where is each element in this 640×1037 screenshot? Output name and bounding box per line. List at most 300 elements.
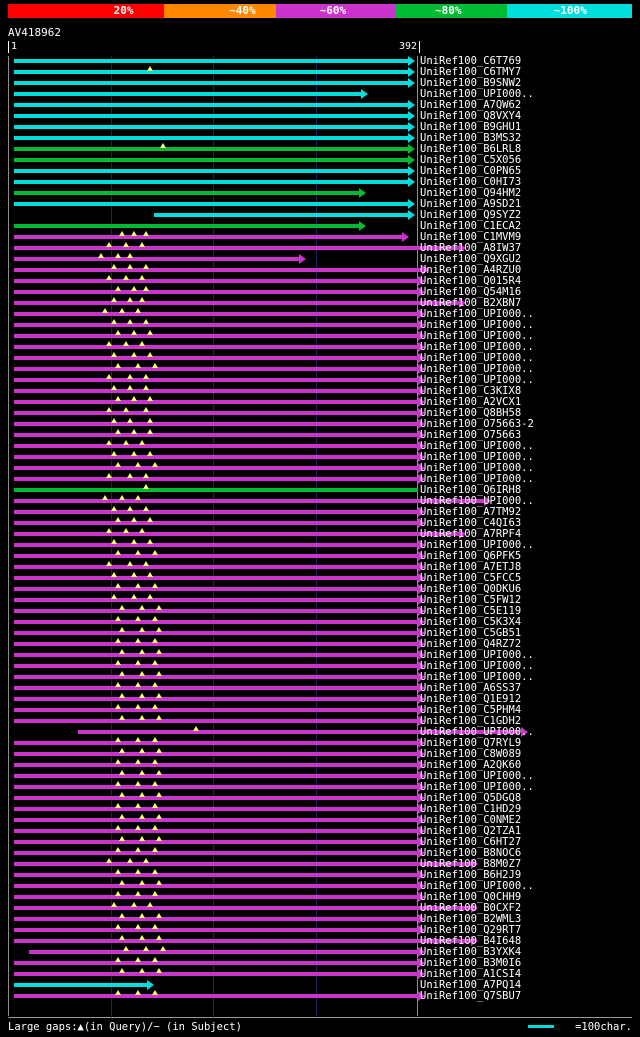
hsp-bar[interactable] bbox=[14, 653, 418, 657]
hsp-bar[interactable] bbox=[14, 532, 459, 536]
alignment-row[interactable] bbox=[8, 804, 418, 815]
gap-marker-icon bbox=[119, 770, 125, 775]
gap-marker-icon bbox=[123, 440, 129, 445]
hit-label[interactable]: UniRef100_UPI000.. bbox=[420, 330, 534, 342]
hsp-bar[interactable] bbox=[14, 983, 147, 987]
hsp-bar[interactable] bbox=[14, 554, 418, 558]
alignment-row[interactable] bbox=[8, 474, 418, 485]
hit-label[interactable]: UniRef100_C0NME2 bbox=[420, 814, 522, 826]
hit-label[interactable]: UniRef100_UPI000.. bbox=[420, 363, 534, 375]
alignment-row[interactable] bbox=[8, 936, 418, 947]
hsp-bar[interactable] bbox=[14, 345, 418, 349]
hit-label[interactable]: UniRef100_Q0DKU6 bbox=[420, 583, 522, 595]
hsp-bar[interactable] bbox=[14, 807, 418, 811]
gap-marker-icon bbox=[115, 363, 121, 368]
gap-marker-icon bbox=[127, 418, 133, 423]
alignment-row[interactable] bbox=[8, 925, 418, 936]
hit-label[interactable]: UniRef100_UPI000.. bbox=[420, 649, 534, 661]
alignment-row[interactable] bbox=[8, 243, 418, 254]
hit-label[interactable]: UniRef100_UPI000.. bbox=[420, 374, 534, 386]
gap-marker-icon bbox=[135, 583, 141, 588]
hit-label[interactable]: UniRef100_Q9SYZ2 bbox=[420, 209, 522, 221]
alignment-row[interactable] bbox=[8, 430, 418, 441]
gap-marker-icon bbox=[135, 957, 141, 962]
alignment-row[interactable] bbox=[8, 78, 418, 89]
alignment-row[interactable] bbox=[8, 309, 418, 320]
gap-marker-icon bbox=[147, 396, 153, 401]
hit-label[interactable]: UniRef100_UPI000.. bbox=[420, 308, 534, 320]
gap-marker-icon bbox=[127, 506, 133, 511]
hsp-bar[interactable] bbox=[14, 972, 418, 976]
hit-label[interactable]: UniRef100_Q7SBU7 bbox=[420, 990, 522, 1002]
hit-label[interactable]: UniRef100_A7ETJ8 bbox=[420, 561, 522, 573]
hit-label[interactable]: UniRef100_B3MS32 bbox=[420, 132, 522, 144]
hit-label[interactable]: UniRef100_C1ECA2 bbox=[420, 220, 522, 232]
alignment-row[interactable] bbox=[8, 320, 418, 331]
alignment-row[interactable] bbox=[8, 210, 418, 221]
hit-label[interactable]: UniRef100_B6LRL8 bbox=[420, 143, 522, 155]
hsp-bar[interactable] bbox=[14, 686, 418, 690]
gap-marker-icon bbox=[111, 319, 117, 324]
gap-marker-icon bbox=[123, 275, 129, 280]
hsp-bar[interactable] bbox=[14, 708, 418, 712]
hit-label[interactable]: UniRef100_UPI000.. bbox=[420, 880, 534, 892]
hsp-bar[interactable] bbox=[14, 103, 408, 107]
hsp-bar[interactable] bbox=[14, 631, 418, 635]
hit-label[interactable]: UniRef100_A4RZU0 bbox=[420, 264, 522, 276]
strand-arrow-icon bbox=[361, 89, 368, 99]
hsp-bar[interactable] bbox=[14, 235, 401, 239]
hit-label[interactable]: UniRef100_C6TMY7 bbox=[420, 66, 522, 78]
alignment-row[interactable] bbox=[8, 386, 418, 397]
hit-label[interactable]: UniRef100_UPI000.. bbox=[420, 352, 534, 364]
hit-label[interactable]: UniRef100_UPI000.. bbox=[420, 319, 534, 331]
alignment-row[interactable] bbox=[8, 573, 418, 584]
alignment-row[interactable] bbox=[8, 617, 418, 628]
hit-label[interactable]: UniRef100_Q6IRH8 bbox=[420, 484, 522, 496]
alignment-row[interactable] bbox=[8, 232, 418, 243]
alignment-row[interactable] bbox=[8, 914, 418, 925]
hsp-bar[interactable] bbox=[14, 873, 418, 877]
hsp-bar[interactable] bbox=[14, 301, 459, 305]
alignment-row[interactable] bbox=[8, 111, 418, 122]
hsp-bar[interactable] bbox=[14, 719, 418, 723]
hsp-bar[interactable] bbox=[14, 906, 471, 910]
hsp-bar[interactable] bbox=[14, 521, 418, 525]
gap-marker-icon bbox=[123, 341, 129, 346]
hit-label[interactable]: UniRef100_B8M0Z7 bbox=[420, 858, 522, 870]
hsp-bar[interactable] bbox=[14, 323, 418, 327]
hit-label[interactable]: UniRef100_Q015R4 bbox=[420, 275, 522, 287]
strand-arrow-icon bbox=[408, 166, 415, 176]
hit-label[interactable]: UniRef100_Q8BH58 bbox=[420, 407, 522, 419]
alignment-row[interactable] bbox=[8, 815, 418, 826]
hsp-bar[interactable] bbox=[14, 312, 418, 316]
hit-label[interactable]: UniRef100_Q1E912 bbox=[420, 693, 522, 705]
hsp-bar[interactable] bbox=[14, 752, 418, 756]
hit-label[interactable]: UniRef100_C5X056 bbox=[420, 154, 522, 166]
hit-label[interactable]: UniRef100_A7TM92 bbox=[420, 506, 522, 518]
alignment-row[interactable] bbox=[8, 749, 418, 760]
gap-marker-icon bbox=[139, 242, 145, 247]
hsp-bar[interactable] bbox=[14, 609, 418, 613]
gap-marker-icon bbox=[147, 66, 153, 71]
hit-label[interactable]: UniRef100_Q0CHH9 bbox=[420, 891, 522, 903]
hsp-bar[interactable] bbox=[14, 59, 408, 63]
gap-marker-icon bbox=[115, 550, 121, 555]
strand-arrow-icon bbox=[408, 177, 415, 187]
hit-label[interactable]: UniRef100_C5GB51 bbox=[420, 627, 522, 639]
hsp-bar[interactable] bbox=[14, 70, 408, 74]
alignment-row[interactable] bbox=[8, 518, 418, 529]
alignment-row[interactable] bbox=[8, 859, 418, 870]
alignment-row[interactable] bbox=[8, 584, 418, 595]
strand-arrow-icon bbox=[359, 221, 366, 231]
hit-label[interactable]: UniRef100_UPI000.. bbox=[420, 539, 534, 551]
hsp-bar[interactable] bbox=[14, 851, 418, 855]
alignment-row[interactable] bbox=[8, 881, 418, 892]
hsp-bar[interactable] bbox=[14, 466, 418, 470]
hsp-bar[interactable] bbox=[14, 829, 418, 833]
hit-label[interactable]: UniRef100_C6T769 bbox=[420, 55, 522, 67]
hsp-bar[interactable] bbox=[14, 191, 358, 195]
gap-marker-icon bbox=[111, 902, 117, 907]
hsp-bar[interactable] bbox=[14, 389, 418, 393]
footer bbox=[8, 1020, 632, 1034]
hit-label[interactable]: UniRef100_A8IW37 bbox=[420, 242, 522, 254]
gap-marker-icon bbox=[106, 440, 112, 445]
alignment-row[interactable] bbox=[8, 683, 418, 694]
alignment-row[interactable] bbox=[8, 672, 418, 683]
hsp-bar[interactable] bbox=[14, 818, 418, 822]
alignment-row[interactable] bbox=[8, 221, 418, 232]
gap-marker-icon bbox=[119, 748, 125, 753]
gap-marker-icon bbox=[106, 275, 112, 280]
alignment-row[interactable] bbox=[8, 331, 418, 342]
alignment-row[interactable] bbox=[8, 793, 418, 804]
alignment-row[interactable] bbox=[8, 606, 418, 617]
alignment-row[interactable] bbox=[8, 903, 418, 914]
hit-label[interactable]: UniRef100_B0CXF2 bbox=[420, 902, 522, 914]
hsp-bar[interactable] bbox=[14, 268, 422, 272]
legend-label: ~40% bbox=[229, 4, 256, 17]
hit-label[interactable]: UniRef100_A7QW62 bbox=[420, 99, 522, 111]
alignment-row[interactable] bbox=[8, 991, 418, 1002]
hsp-bar[interactable] bbox=[14, 697, 418, 701]
legend-label: ~60% bbox=[319, 4, 347, 17]
gap-marker-icon bbox=[139, 605, 145, 610]
hit-label[interactable]: UniRef100_Q54M16 bbox=[420, 286, 522, 298]
hsp-bar[interactable] bbox=[14, 433, 418, 437]
hit-label[interactable]: UniRef100_A6SS37 bbox=[420, 682, 522, 694]
hsp-bar[interactable] bbox=[14, 202, 408, 206]
hsp-bar[interactable] bbox=[14, 477, 418, 481]
alignment-row[interactable] bbox=[8, 771, 418, 782]
gap-marker-icon bbox=[147, 352, 153, 357]
alignment-row[interactable] bbox=[8, 529, 418, 540]
alignment-row[interactable] bbox=[8, 760, 418, 771]
alignment-row[interactable] bbox=[8, 540, 418, 551]
alignment-row[interactable] bbox=[8, 826, 418, 837]
hsp-bar[interactable] bbox=[14, 92, 360, 96]
hit-label[interactable]: UniRef100_Q8VXY4 bbox=[420, 110, 522, 122]
hsp-bar[interactable] bbox=[14, 169, 408, 173]
gap-marker-icon bbox=[119, 792, 125, 797]
query-name: AV418962 bbox=[8, 26, 61, 39]
alignment-row[interactable] bbox=[8, 837, 418, 848]
hit-label[interactable]: UniRef100_UPI000.. bbox=[420, 341, 534, 353]
hit-label[interactable]: UniRef100_B8NOC6 bbox=[420, 847, 522, 859]
hit-label[interactable]: UniRef100_B3M0I6 bbox=[420, 957, 522, 969]
alignment-row[interactable] bbox=[8, 276, 418, 287]
alignment-row[interactable] bbox=[8, 870, 418, 881]
hit-label[interactable]: UniRef100_C0HI73 bbox=[420, 176, 522, 188]
gap-marker-icon bbox=[135, 847, 141, 852]
hsp-bar[interactable] bbox=[154, 213, 408, 217]
hit-label[interactable]: UniRef100_Q4RZ72 bbox=[420, 638, 522, 650]
alignment-row[interactable] bbox=[8, 254, 418, 265]
hit-label[interactable]: UniRef100_A2QK60 bbox=[420, 759, 522, 771]
hsp-bar[interactable] bbox=[14, 290, 418, 294]
alignment-row[interactable] bbox=[8, 727, 418, 738]
hit-label[interactable]: UniRef100_B9GHU1 bbox=[420, 121, 522, 133]
hsp-bar[interactable] bbox=[14, 488, 418, 492]
hit-label[interactable]: UniRef100_C5FCC5 bbox=[420, 572, 522, 584]
hit-label[interactable]: UniRef100_C5FW12 bbox=[420, 594, 522, 606]
hsp-bar[interactable] bbox=[14, 224, 358, 228]
hsp-bar[interactable] bbox=[14, 279, 418, 283]
hsp-bar[interactable] bbox=[14, 763, 418, 767]
hit-label[interactable]: UniRef100_UPI000.. bbox=[420, 660, 534, 672]
hsp-bar[interactable] bbox=[29, 950, 419, 954]
hsp-bar[interactable] bbox=[14, 785, 418, 789]
alignment-row[interactable] bbox=[8, 650, 418, 661]
hsp-bar[interactable] bbox=[14, 917, 418, 921]
hit-label[interactable]: UniRef100_O75663-2 bbox=[420, 418, 534, 430]
alignment-row[interactable] bbox=[8, 397, 418, 408]
hit-label[interactable]: UniRef100_B9SNW2 bbox=[420, 77, 522, 89]
hit-label[interactable]: UniRef100_Q7RYL9 bbox=[420, 737, 522, 749]
hit-label[interactable]: UniRef100_C1MVM9 bbox=[420, 231, 522, 243]
hit-label[interactable]: UniRef100_UPI000.. bbox=[420, 462, 534, 474]
alignment-row[interactable] bbox=[8, 408, 418, 419]
hit-label[interactable]: UniRef100_UPI000.. bbox=[420, 473, 534, 485]
gap-marker-icon bbox=[139, 297, 145, 302]
alignment-row[interactable] bbox=[8, 419, 418, 430]
footer-divider bbox=[8, 1017, 632, 1018]
hit-label[interactable]: UniRef100_B3YXK4 bbox=[420, 946, 522, 958]
gap-marker-icon bbox=[152, 737, 158, 742]
hit-label[interactable]: UniRef100_Q29RT7 bbox=[420, 924, 522, 936]
alignment-row[interactable] bbox=[8, 144, 418, 155]
alignment-row[interactable] bbox=[8, 287, 418, 298]
gap-marker-icon bbox=[160, 946, 166, 951]
hit-label[interactable]: UniRef100_UPI000.. bbox=[420, 451, 534, 463]
alignment-row[interactable] bbox=[8, 980, 418, 991]
alignment-row[interactable] bbox=[8, 353, 418, 364]
hsp-bar[interactable] bbox=[14, 796, 418, 800]
alignment-row[interactable] bbox=[8, 133, 418, 144]
alignment-row[interactable] bbox=[8, 595, 418, 606]
alignment-row[interactable] bbox=[8, 716, 418, 727]
hsp-bar[interactable] bbox=[14, 994, 418, 998]
hsp-bar[interactable] bbox=[14, 543, 418, 547]
hit-label[interactable]: UniRef100_C5E119 bbox=[420, 605, 522, 617]
hit-label[interactable]: UniRef100_UPI000.. bbox=[420, 671, 534, 683]
hit-label[interactable]: UniRef100_B2XBN7 bbox=[420, 297, 522, 309]
hsp-bar[interactable] bbox=[14, 895, 418, 899]
hit-label[interactable]: UniRef100_A2VCX1 bbox=[420, 396, 522, 408]
hit-label[interactable]: UniRef100_B2WML3 bbox=[420, 913, 522, 925]
gap-marker-icon bbox=[115, 759, 121, 764]
hit-label[interactable]: UniRef100_A9SD21 bbox=[420, 198, 522, 210]
hsp-bar[interactable] bbox=[14, 180, 408, 184]
hit-label[interactable]: UniRef100_C1GDH2 bbox=[420, 715, 522, 727]
hsp-bar[interactable] bbox=[14, 576, 418, 580]
alignment-row[interactable] bbox=[8, 705, 418, 716]
alignment-row[interactable] bbox=[8, 947, 418, 958]
hit-label[interactable]: UniRef100_UPI000.. bbox=[420, 440, 534, 452]
gap-marker-icon bbox=[152, 660, 158, 665]
alignment-row[interactable] bbox=[8, 199, 418, 210]
alignment-row[interactable] bbox=[8, 496, 418, 507]
hsp-bar[interactable] bbox=[14, 862, 471, 866]
alignment-row[interactable] bbox=[8, 265, 418, 276]
hsp-bar[interactable] bbox=[14, 411, 418, 415]
hsp-bar[interactable] bbox=[14, 136, 408, 140]
hit-label[interactable]: UniRef100_O75663 bbox=[420, 429, 522, 441]
alignment-row[interactable] bbox=[8, 100, 418, 111]
alignment-row[interactable] bbox=[8, 782, 418, 793]
hit-label[interactable]: UniRef100_Q9XGU2 bbox=[420, 253, 522, 265]
hit-label[interactable]: UniRef100_UPI000.. bbox=[420, 781, 534, 793]
alignment-row[interactable] bbox=[8, 463, 418, 474]
gap-marker-icon bbox=[115, 462, 121, 467]
hit-label[interactable]: UniRef100_A7RPF4 bbox=[420, 528, 522, 540]
hsp-bar[interactable] bbox=[14, 367, 418, 371]
hsp-bar[interactable] bbox=[14, 510, 418, 514]
alignment-row[interactable] bbox=[8, 452, 418, 463]
gap-marker-icon bbox=[127, 385, 133, 390]
hsp-bar[interactable] bbox=[14, 664, 418, 668]
hsp-bar[interactable] bbox=[14, 158, 408, 162]
hsp-bar[interactable] bbox=[14, 378, 418, 382]
hit-label[interactable]: UniRef100_UPI000.. bbox=[420, 88, 534, 100]
hsp-bar[interactable] bbox=[14, 961, 418, 965]
hsp-bar[interactable] bbox=[14, 642, 418, 646]
hit-label[interactable]: UniRef100_A1CSI4 bbox=[420, 968, 522, 980]
hsp-bar[interactable] bbox=[14, 400, 418, 404]
hit-label[interactable]: UniRef100_A7PQ14 bbox=[420, 979, 522, 991]
hit-label[interactable]: UniRef100_UPI000.. bbox=[420, 495, 534, 507]
hsp-bar[interactable] bbox=[14, 444, 418, 448]
hsp-bar[interactable] bbox=[14, 598, 418, 602]
hsp-bar[interactable] bbox=[14, 620, 418, 624]
alignment-row[interactable] bbox=[8, 188, 418, 199]
hsp-bar[interactable] bbox=[14, 257, 299, 261]
alignment-row[interactable] bbox=[8, 694, 418, 705]
alignment-row[interactable] bbox=[8, 969, 418, 980]
alignment-row[interactable] bbox=[8, 122, 418, 133]
gap-marker-icon bbox=[156, 913, 162, 918]
hsp-bar[interactable] bbox=[14, 246, 459, 250]
alignment-row[interactable] bbox=[8, 738, 418, 749]
hit-label[interactable]: UniRef100_Q2TZA1 bbox=[420, 825, 522, 837]
alignment-row[interactable] bbox=[8, 958, 418, 969]
alignment-row[interactable] bbox=[8, 375, 418, 386]
hsp-bar[interactable] bbox=[14, 81, 408, 85]
alignment-row[interactable] bbox=[8, 661, 418, 672]
alignment-row[interactable] bbox=[8, 56, 418, 67]
hit-label[interactable]: UniRef100_C1HD29 bbox=[420, 803, 522, 815]
hit-label[interactable]: UniRef100_UPI000.. bbox=[420, 770, 534, 782]
hsp-bar[interactable] bbox=[14, 565, 418, 569]
hsp-bar[interactable] bbox=[14, 840, 418, 844]
alignment-row[interactable] bbox=[8, 892, 418, 903]
hsp-bar[interactable] bbox=[14, 741, 418, 745]
hsp-bar[interactable] bbox=[14, 499, 483, 503]
hit-label[interactable]: UniRef100_UPI000.. bbox=[420, 726, 534, 738]
hsp-bar[interactable] bbox=[14, 675, 418, 679]
alignment-row[interactable] bbox=[8, 342, 418, 353]
hsp-bar[interactable] bbox=[14, 939, 471, 943]
hsp-bar[interactable] bbox=[14, 587, 418, 591]
gap-marker-icon bbox=[106, 473, 112, 478]
hit-label[interactable]: UniRef100_C4QI63 bbox=[420, 517, 522, 529]
hit-label[interactable]: UniRef100_Q94HM2 bbox=[420, 187, 522, 199]
hsp-bar[interactable] bbox=[14, 114, 408, 118]
alignment-row[interactable] bbox=[8, 89, 418, 100]
hit-label[interactable]: UniRef100_B6H2J9 bbox=[420, 869, 522, 881]
hsp-bar[interactable] bbox=[14, 125, 408, 129]
gap-marker-icon bbox=[139, 792, 145, 797]
gap-marker-icon bbox=[119, 880, 125, 885]
hit-label[interactable]: UniRef100_B4I648 bbox=[420, 935, 522, 947]
alignment-row[interactable] bbox=[8, 67, 418, 78]
hit-label[interactable]: UniRef100_C5PHM4 bbox=[420, 704, 522, 716]
hit-label[interactable]: UniRef100_Q6PFK5 bbox=[420, 550, 522, 562]
alignment-row[interactable] bbox=[8, 177, 418, 188]
hit-label[interactable]: UniRef100_C0PN65 bbox=[420, 165, 522, 177]
alignment-row[interactable] bbox=[8, 639, 418, 650]
hit-label[interactable]: UniRef100_C5K3X4 bbox=[420, 616, 522, 628]
alignment-row[interactable] bbox=[8, 628, 418, 639]
alignment-row[interactable] bbox=[8, 166, 418, 177]
hsp-bar[interactable] bbox=[14, 422, 418, 426]
alignment-row[interactable] bbox=[8, 507, 418, 518]
hsp-bar[interactable] bbox=[14, 356, 418, 360]
alignment-row[interactable] bbox=[8, 848, 418, 859]
alignment-row[interactable] bbox=[8, 298, 418, 309]
hit-label[interactable]: UniRef100_C8W089 bbox=[420, 748, 522, 760]
hsp-bar[interactable] bbox=[14, 928, 418, 932]
alignment-row[interactable] bbox=[8, 485, 418, 496]
hit-label[interactable]: UniRef100_Q5DGQ8 bbox=[420, 792, 522, 804]
hit-label[interactable]: UniRef100_C3KIX8 bbox=[420, 385, 522, 397]
hsp-bar[interactable] bbox=[14, 334, 418, 338]
alignment-row[interactable] bbox=[8, 364, 418, 375]
hit-label[interactable]: UniRef100_C6HT27 bbox=[420, 836, 522, 848]
hsp-bar[interactable] bbox=[14, 774, 418, 778]
alignment-row[interactable] bbox=[8, 155, 418, 166]
hsp-bar[interactable] bbox=[14, 455, 418, 459]
hsp-bar[interactable] bbox=[14, 884, 418, 888]
gap-marker-icon bbox=[156, 968, 162, 973]
hsp-bar[interactable] bbox=[14, 147, 408, 151]
alignment-row[interactable] bbox=[8, 551, 418, 562]
alignment-row[interactable] bbox=[8, 441, 418, 452]
alignment-row[interactable] bbox=[8, 562, 418, 573]
